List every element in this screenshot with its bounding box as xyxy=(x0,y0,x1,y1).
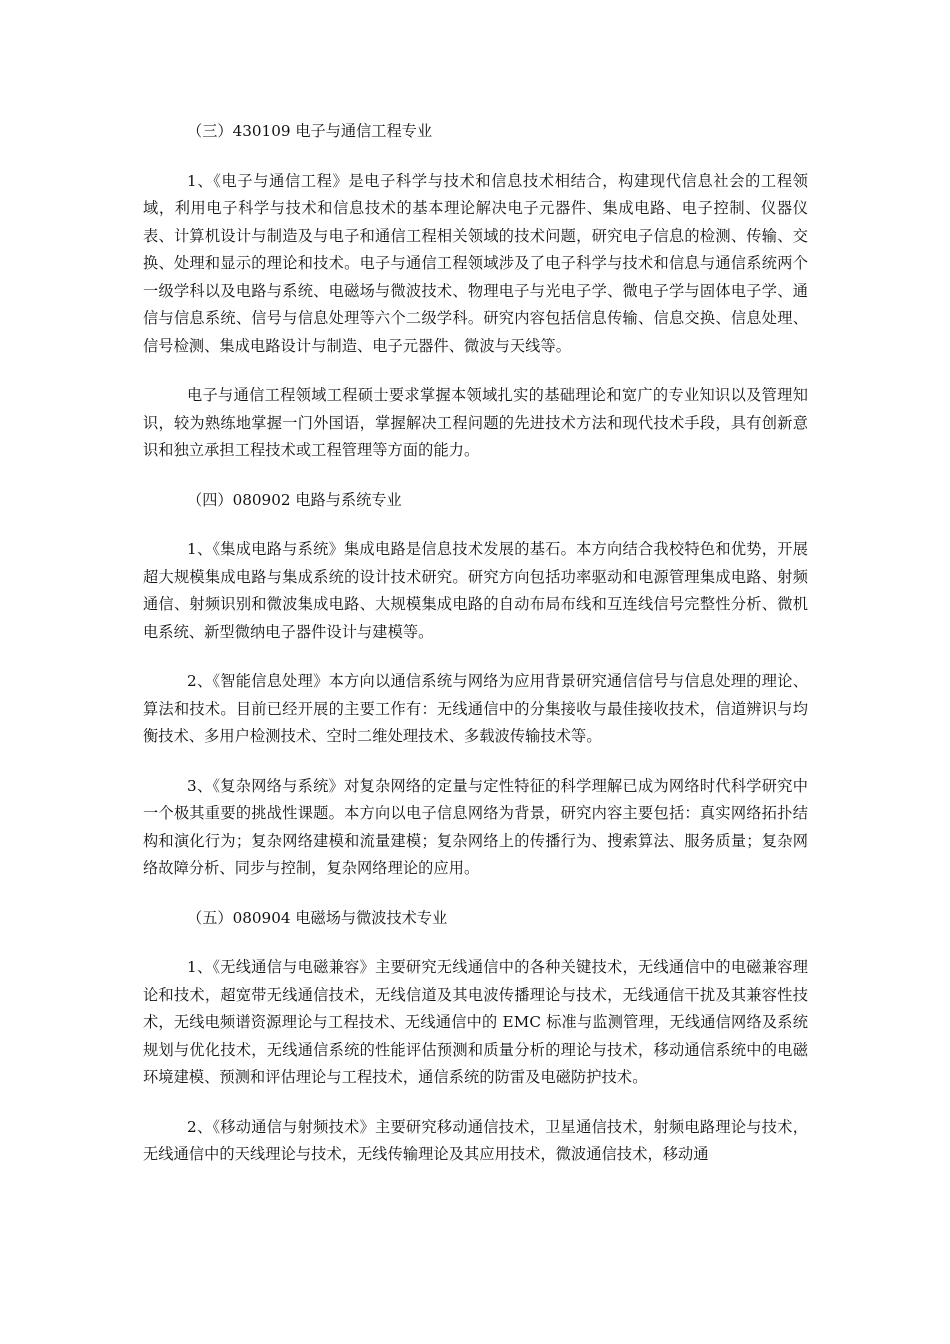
paragraph-wireless-communication-emc: 1、《无线通信与电磁兼容》主要研究无线通信中的各种关键技术，无线通信中的电磁兼容理论和技术，超宽带无线通信技术，无线信道及其电波传播理论与技术，无线通信干扰及其兼容性技术，无线电频谱资源理论与工程技术、无线通信中的 EMC 标准与监测管理，无线通信网络及系统规划与优化技术，无线通信系统的性能评估预测和质量分析的理论与技术，移动通信系统中的电磁环境建模、预测和评估理论与工程技术，通信系统的防雷及电磁防护技术。 xyxy=(143,958,808,1086)
paragraph-complex-networks-systems: 3、《复杂网络与系统》对复杂网络的定量与定性特征的科学理解已成为网络时代科学研究中一个极其重要的挑战性课题。本方向以电子信息网络为背景，研究内容主要包括：真实网络拓扑结构和演化行为；复杂网络建模和流量建模；复杂网络上的传播行为、搜索算法、服务质量；复杂网络故障分析、同步与控制，复杂网络理论的应用。 xyxy=(143,776,808,877)
section-heading-080902: （四）080902 电路与系统专业 xyxy=(187,490,402,509)
paragraph-electronic-communication-engineering: 1、《电子与通信工程》是电子科学与技术和信息技术相结合，构建现代信息社会的工程领域，利用电子科学与技术和信息技术的基本理论解决电子元器件、集成电路、电子控制、仪器仪表、计算机设计与制造及与电子和通信工程相关领域的技术问题，研究电子信息的检测、传输、交换、处理和显示的理论和技术。电子与通信工程领域涉及了电子科学与技术和信息与通信系统两个一级学科以及电路与系统、电磁场与微波技术、物理电子与光电子学、微电子学与固体电子学、通信与信息系统、信号与信息处理等六个二级学科。研究内容包括信息传输、信息交换、信息处理、信号检测、集成电路设计与制造、电子元器件、微波与天线等。 xyxy=(143,171,808,355)
paragraph-intelligent-information-processing: 2、《智能信息处理》本方向以通信系统与网络为应用背景研究通信信号与信息处理的理论、算法和技术。目前已经开展的主要工作有：无线通信中的分集接收与最佳接收技术，信道辨识与均衡技术、多用户检测技术、空时二维处理技术、多载波传输技术等。 xyxy=(143,672,808,745)
paragraph-mobile-communication-rf: 2、《移动通信与射频技术》主要研究移动通信技术，卫星通信技术，射频电路理论与技术，无线通信中的天线理论与技术，无线传输理论及其应用技术，微波通信技术，移动通 xyxy=(143,1117,808,1163)
paragraph-integrated-circuits-systems: 1、《集成电路与系统》集成电路是信息技术发展的基石。本方向结合我校特色和优势，开展超大规模集成电路与集成系统的设计技术研究。研究方向包括功率驱动和电源管理集成电路、射频通信、射频识别和微波集成电路、大规模集成电路的自动布局布线和互连线信号完整性分析、微机电系统、新型微纳电子器件设计与建模等。 xyxy=(143,540,808,641)
paragraph-engineering-master-requirements: 电子与通信工程领域工程硕士要求掌握本领域扎实的基础理论和宽广的专业知识以及管理知识，较为熟练地掌握一门外国语，掌握解决工程问题的先进技术方法和现代技术手段，具有创新意识和独立承担工程技术或工程管理等方面的能力。 xyxy=(143,386,808,459)
section-heading-080904: （五）080904 电磁场与微波技术专业 xyxy=(187,908,448,927)
document-page xyxy=(143,118,808,1191)
section-heading-430109: （三）430109 电子与通信工程专业 xyxy=(187,122,433,140)
